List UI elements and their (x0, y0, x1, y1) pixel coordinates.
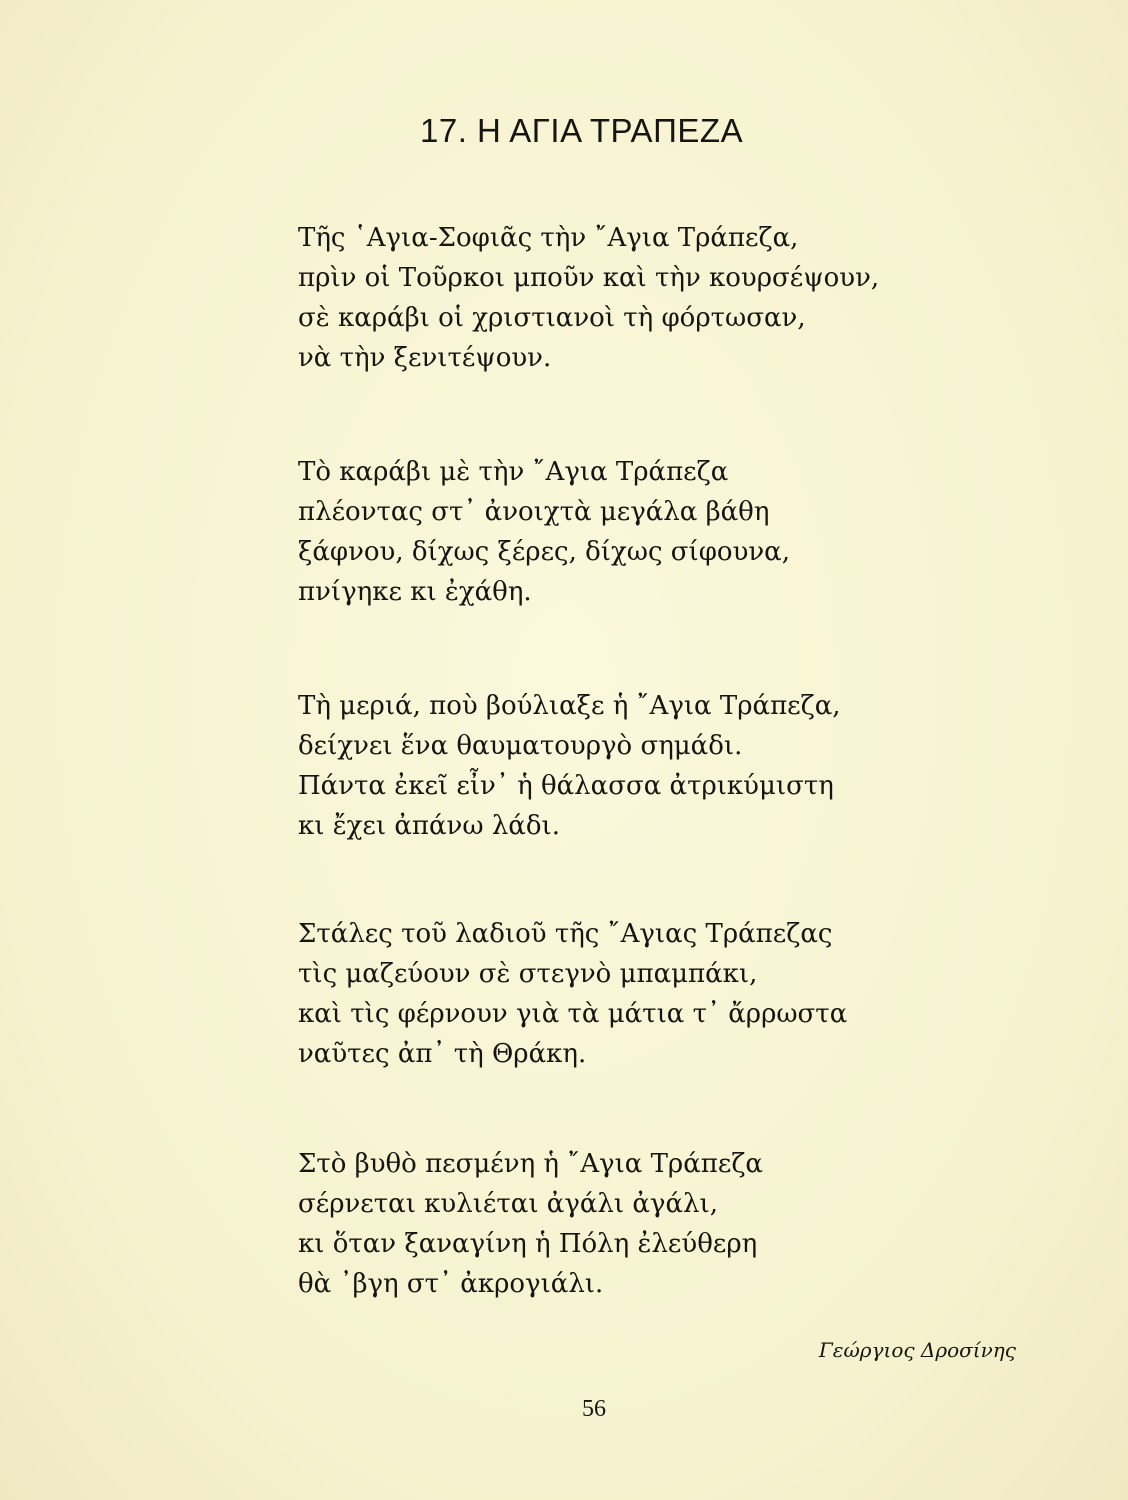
verse-line: θὰ ᾽βγη στ᾽ ἀκρογιάλι. (298, 1269, 604, 1299)
verse-line: πνίγηκε κι ἐχάθη. (298, 577, 532, 607)
author-signature: Γεώργιος Δροσίνης (818, 1338, 1016, 1362)
verse-line: τὶς μαζεύουν σὲ στεγνὸ μπαμπάκι, (298, 959, 758, 989)
verse-line: σὲ καράβι οἱ χριστιανοὶ τὴ φόρτωσαν, (298, 303, 806, 333)
verse-line: Στάλες τοῦ λαδιοῦ τῆς ῎Αγιας Τράπεζας (298, 919, 833, 949)
stanza-5 (298, 1144, 763, 1304)
verse-line: ξάφνου, δίχως ξέρες, δίχως σίφουνα, (298, 537, 791, 567)
verse-line: Τὴ μεριά, ποὺ βούλιαξε ἡ ῎Αγια Τράπεζα, (298, 691, 841, 721)
verse-line: πλέοντας στ᾽ ἀνοιχτὰ μεγάλα βάθη (298, 497, 770, 527)
verse-line: κι ὅταν ξαναγίνη ἡ Πόλη ἐλεύθερη (298, 1229, 758, 1259)
stanza-3 (298, 686, 841, 846)
verse-line: καὶ τὶς φέρνουν γιὰ τὰ μάτια τ᾽ ἄρρωστα (298, 999, 848, 1029)
verse-line: νὰ τὴν ξενιτέψουν. (298, 343, 552, 373)
stanza-1 (298, 218, 879, 378)
verse-line: Πάντα ἐκεῖ εἶν᾽ ἡ θάλασσα ἀτρικύμιστη (298, 771, 834, 801)
verse-line: πρὶν οἱ Τοῦρκοι μποῦν καὶ τὴν κουρσέψουν, (298, 263, 880, 293)
verse-line: Στὸ βυθὸ πεσμένη ἡ ῎Αγια Τράπεζα (298, 1149, 763, 1179)
verse-line: σέρνεται κυλιέται ἀγάλι ἀγάλι, (298, 1189, 718, 1219)
page-number: 56 (582, 1396, 606, 1422)
poem-title: 17. Η ΑΓΙΑ ΤΡΑΠΕΖΑ (420, 112, 744, 149)
stanza-4 (298, 914, 847, 1074)
verse-line: Τῆς ῾Αγια-Σοφιᾶς τὴν ῎Αγια Τράπεζα, (298, 223, 799, 253)
verse-line: Τὸ καράβι μὲ τὴν ῎Αγια Τράπεζα (298, 457, 729, 487)
verse-line: δείχνει ἕνα θαυματουργὸ σημάδι. (298, 731, 743, 761)
verse-line: κι ἔχει ἀπάνω λάδι. (298, 811, 560, 841)
verse-line: ναῦτες ἀπ᾽ τὴ Θράκη. (298, 1039, 587, 1069)
stanza-2 (298, 452, 790, 612)
